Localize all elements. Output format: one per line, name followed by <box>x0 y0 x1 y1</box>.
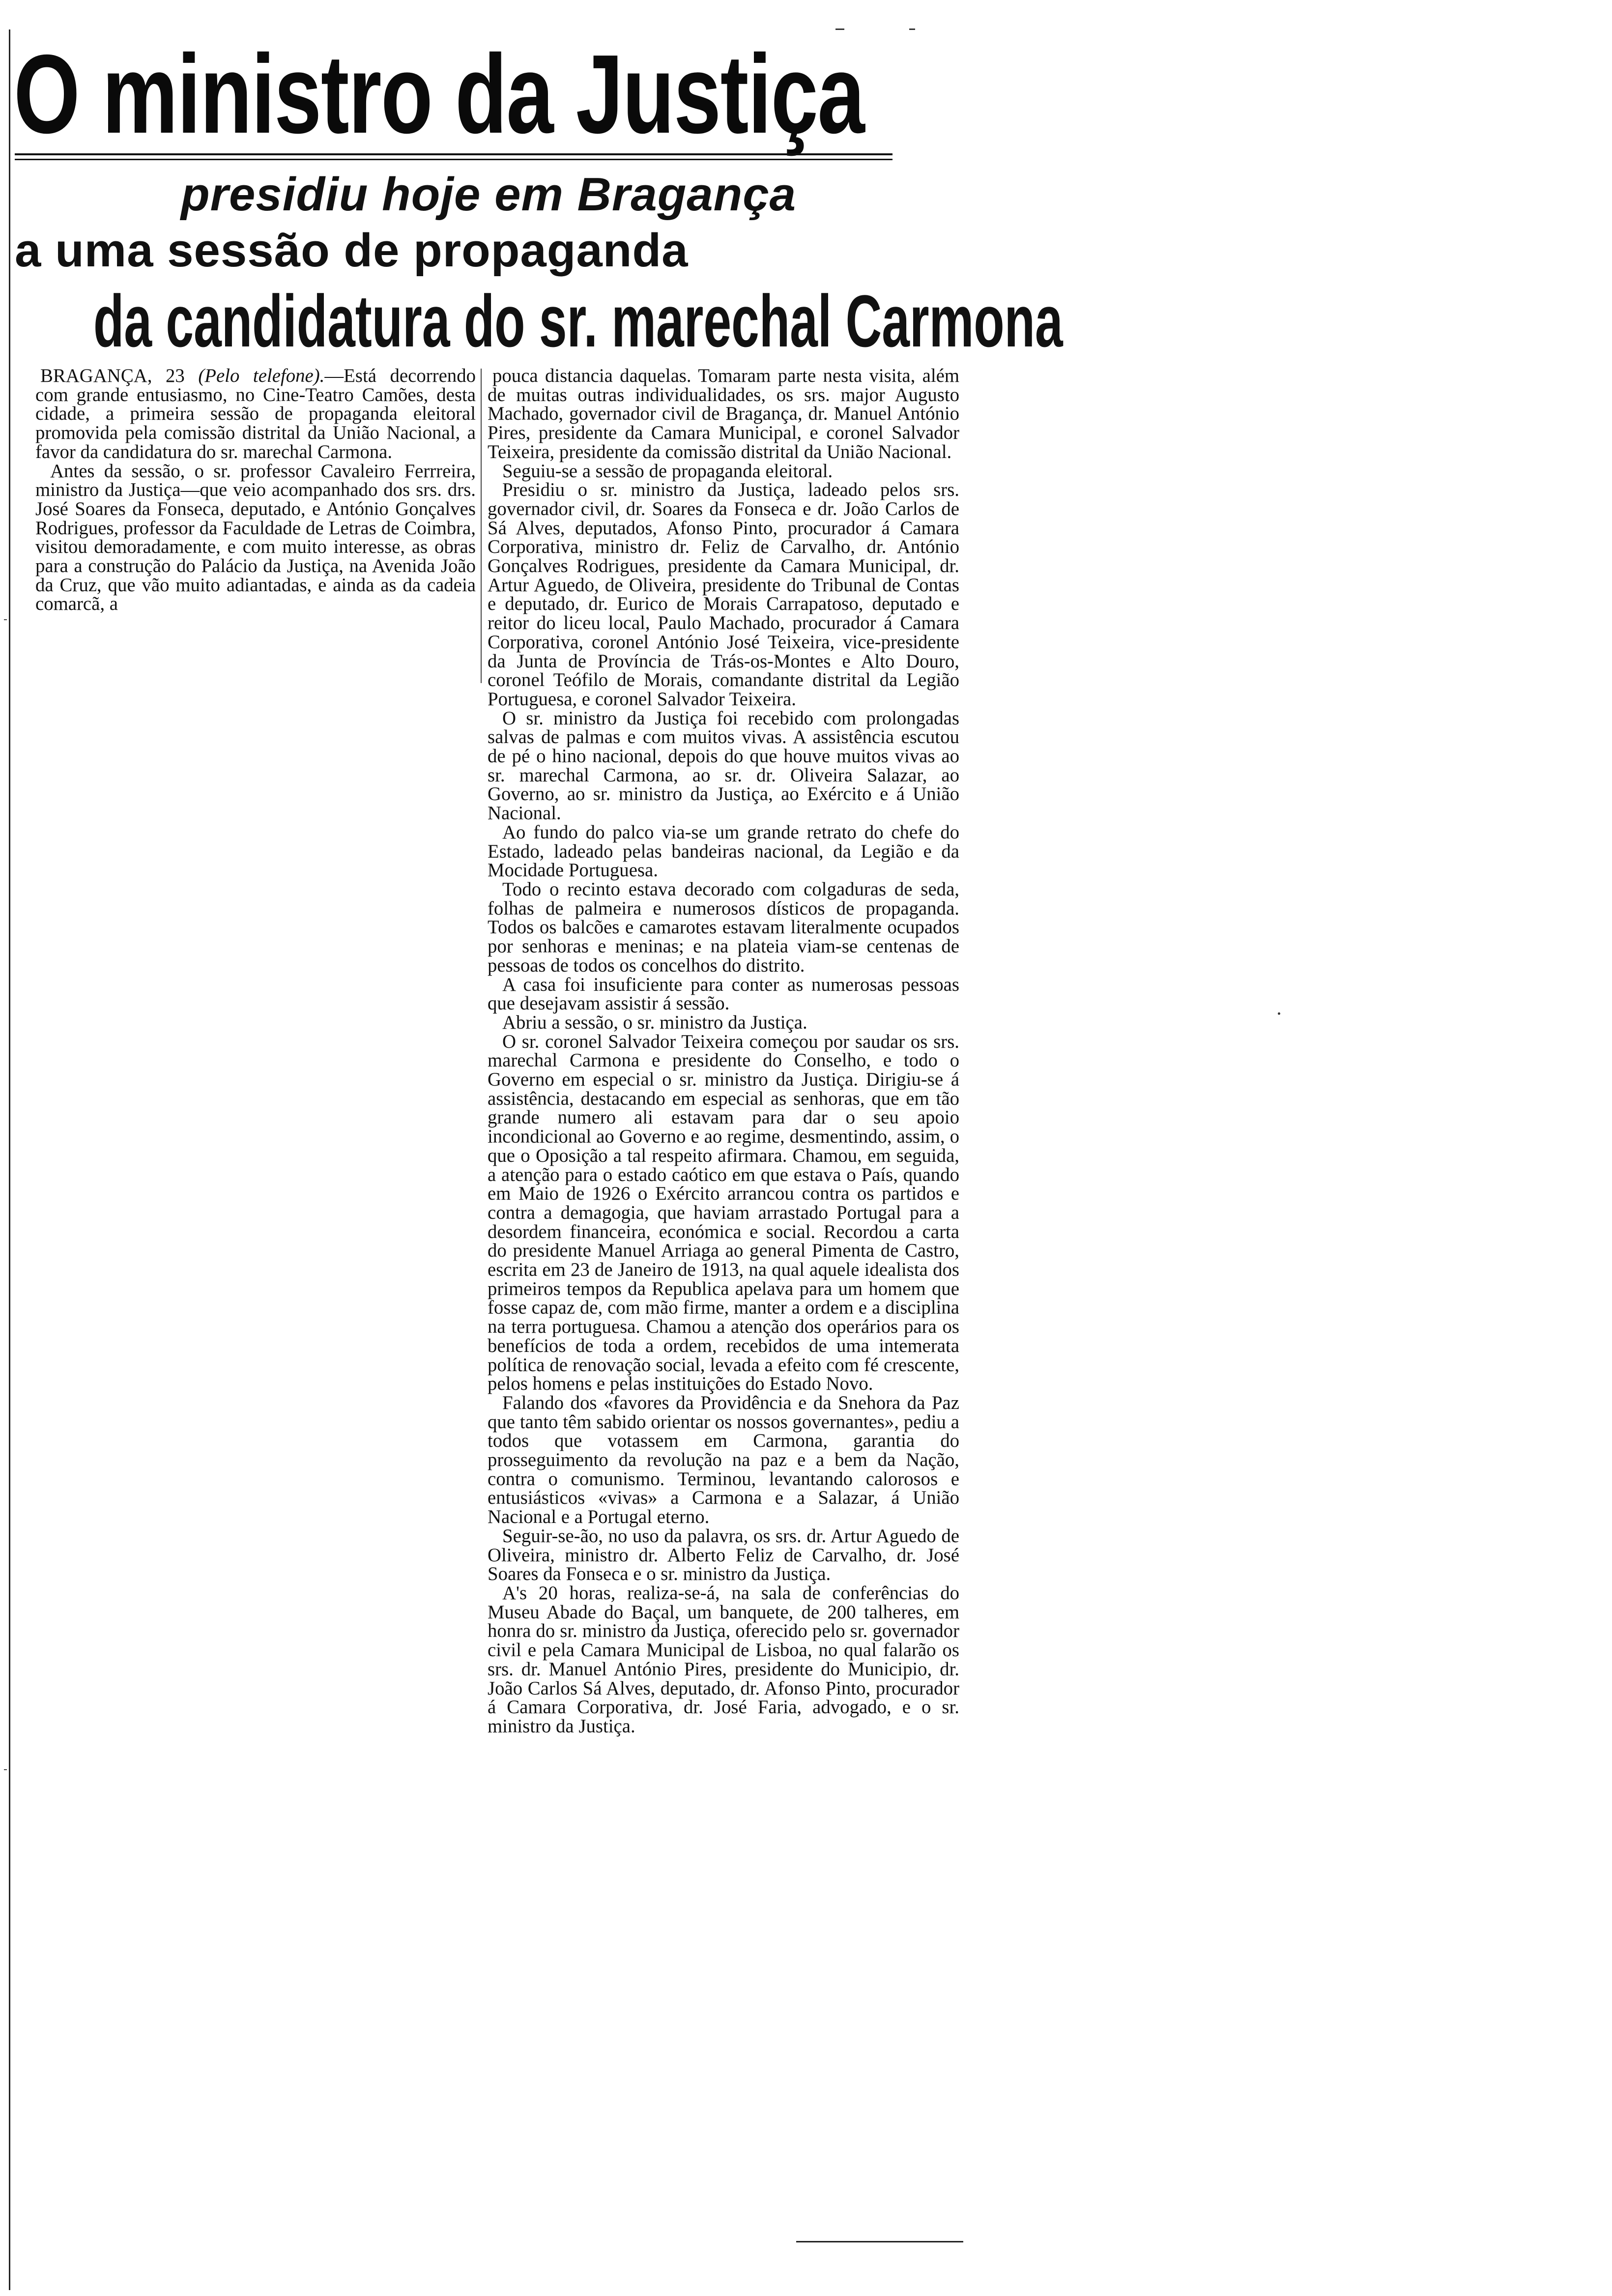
article-paragraph: pouca distancia daquelas. Tomaram parte nesta visita, além de muitas outras individualidades, os srs. major Augusto Machado, governador civil de Bragança, dr. Manuel António Pires, presidente da Camara Municipal, e coronel Salvador Teixeira, presidente da comissão distrital da União Nacional. <box>488 365 959 462</box>
article-column-left <box>35 367 476 614</box>
article-paragraph: O sr. ministro da Justiça foi recebido com prolongadas salvas de palmas e com muitos vivas. A assistência escutou de pé o hino nacional, depois do que houve muitos vivas ao sr. marechal Carmona, ao sr. dr. Oliveira Salazar, ao Governo, ao sr. ministro da Justiça, ao Exército e á União Nacional. <box>488 707 959 824</box>
article-paragraph: Presidiu o sr. ministro da Justiça, ladeado pelos srs. governador civil, dr. Soares da Fonseca e dr. João Carlos de Sá Alves, deputados, Afonso Pinto, procurador á Camara Corporativa, ministro dr. Feliz de Carvalho, dr. António Gonçalves Rodrigues, presidente da Camara Municipal, dr. Artur Aguedo, de Oliveira, presidente do Tribunal de Contas e deputado, dr. Eurico de Morais Carrapatoso, deputado e reitor do liceu local, Paulo Machado, procurador á Camara Corporativa, coronel António José Teixeira, vice-presidente da Junta de Província de Trás-os-Montes e Alto Douro, coronel Teófilo de Morais, comandante distrital da Legião Portuguesa, e coronel Salvador Teixeira. <box>488 479 959 710</box>
article-paragraph: A's 20 horas, realiza-se-á, na sala de conferências do Museu Abade do Baçal, um banquete, de 200 talheres, em honra do sr. ministro da Justiça, oferecido pelo sr. governador civil e pela Camara Municipal de Lisboa, no qual falarão os srs. dr. Manuel António Pires, presidente do Municipio, dr. João Carlos Sá Alves, deputado, dr. Afonso Pinto, procurador á Camara Corporativa, dr. José Faria, advogado, e o sr. ministro da Justiça. <box>488 1582 959 1737</box>
article-paragraph: Ao fundo do palco via-se um grande retrato do chefe do Estado, ladeado pelas bandeiras nacional, da Legião e da Mocidade Portuguesa. <box>488 821 959 881</box>
article-paragraph: A casa foi insuficiente para conter as numerosas pessoas que desejavam assistir á sessão. <box>488 974 959 1014</box>
subheadline-line-1: presidiu hoje em Bragança <box>181 168 797 221</box>
paragraph-text: —Está decorrendo com grande entusiasmo, no Cine-Teatro Camões, desta cidade, a primeira sessão de propaganda eleitoral promovida pela comissão distrital da União Nacional, a favor da candidatura do sr. marechal Carmona. <box>35 365 476 462</box>
headline-rule <box>15 153 892 160</box>
edge-mark <box>4 619 7 620</box>
article-paragraph: Seguiu-se a sessão de propaganda eleitoral. <box>502 460 833 482</box>
edge-mark <box>4 1769 7 1770</box>
left-border-line <box>9 29 10 2290</box>
article-paragraph: Falando dos «favores da Providência e da Snehora da Paz que tanto têm sabido orientar os nossos governantes», pediu a todos que votassem em Carmona, garantia do prosseguimento da revolução na paz e a bem da Nação, contra o comunismo. Terminou, levantando calorosos e entusiásticos «vivas» a Carmona e a Salazar, á União Nacional e a Portugal eterno. <box>488 1392 959 1528</box>
article-paragraph: Antes da sessão, o sr. professor Cavaleiro Ferrreira, ministro da Justiça—que veio acompanhado dos srs. drs. José Soares da Fonseca, deputado, e António Gonçalves Rodrigues, professor da Faculdade de Letras de Coimbra, visitou demoradamente, e com muito interesse, as obras para a construção do Palácio da Justiça, na Avenida João da Cruz, que vão muito adiantadas, e ainda as da cadeia comarcã, a <box>35 460 476 615</box>
article-column-right <box>488 367 959 1736</box>
article-paragraph: Abriu a sessão, o sr. ministro da Justiça. <box>502 1011 807 1033</box>
column-divider <box>481 369 482 683</box>
subheadline-line-2: a uma sessão de propaganda <box>15 224 689 277</box>
dateline-note: (Pelo telefone). <box>198 365 325 386</box>
print-speck <box>1278 1012 1280 1015</box>
headline: O ministro da Justiça <box>14 32 864 157</box>
top-mark <box>909 29 915 30</box>
article-paragraph: O sr. coronel Salvador Teixeira começou por saudar os srs. marechal Carmona e presidente do Conselho, e todo o Governo em especial o sr. ministro da Justiça. Dirigiu-se á assistência, destacando em especial as senhoras, que em tão grande numero ali estavam para dar o seu apoio incondicional ao Governo e ao regime, desmentindo, assim, o que o Oposição a tal respeito afirmara. Chamou, em seguida, a atenção para o estado caótico em que estava o País, quando em Maio de 1926 o Exército arrancou contra os partidos e contra a demagogia, que haviam arrastado Portugal para a desordem financeira, económica e social. Recordou a carta do presidente Manuel Arriaga ao general Pimenta de Castro, escrita em 23 de Janeiro de 1913, na qual aquele idealista dos primeiros tempos da Republica apelava para um homem que fosse capaz de, com mão firme, manter a ordem e a disciplina na terra portuguesa. Chamou a atenção dos operários para os benefícios de toda a ordem, recebidos de uma intemerata política de renovação social, levada a efeito com fé crescente, pelos homens e pelas instituições do Estado Novo. <box>488 1031 959 1395</box>
subheadline-line-3: da candidatura do sr. marechal Carmona <box>93 280 1063 362</box>
article-paragraph <box>35 367 476 462</box>
top-mark <box>835 29 844 30</box>
article-paragraph: Todo o recinto estava decorado com colgaduras de seda, folhas de palmeira e numerosos dísticos de propaganda. Todos os balcões e camarotes estavam literalmente ocupados por senhoras e meninas; e na plateia viam-se centenas de pessoas de todos os concelhos do distrito. <box>488 878 959 976</box>
article-paragraph: Seguir-se-ão, no uso da palavra, os srs. dr. Artur Aguedo de Oliveira, ministro dr. Alberto Feliz de Carvalho, dr. José Soares da Fonseca e o sr. ministro da Justiça. <box>488 1525 959 1585</box>
dateline: BRAGANÇA, 23 <box>40 365 185 386</box>
article-end-rule <box>796 2241 963 2242</box>
